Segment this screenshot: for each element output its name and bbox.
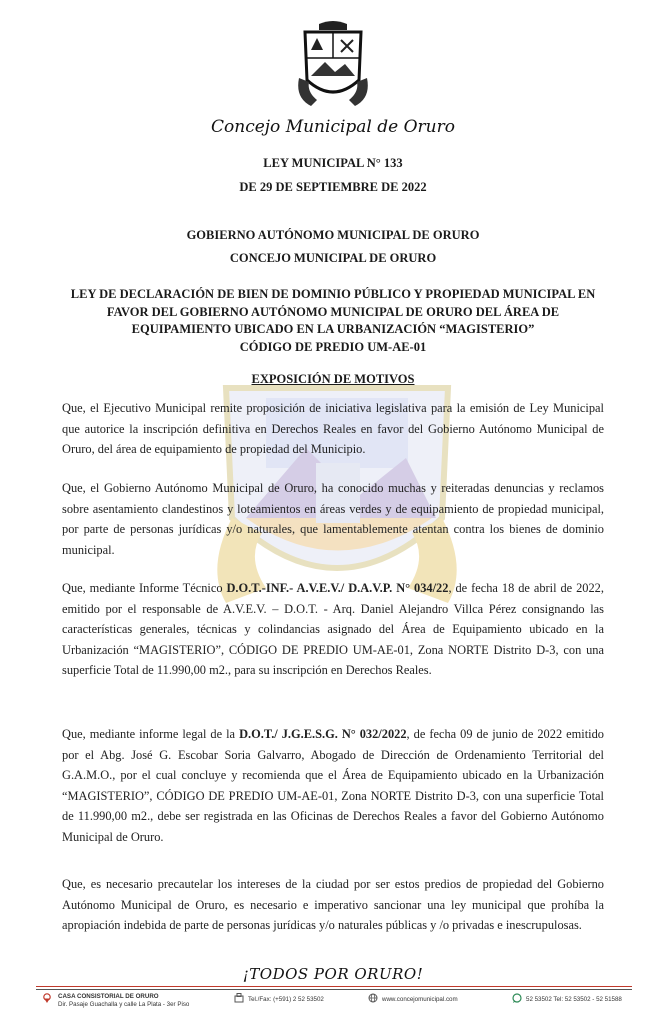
law-title-line: LEY DE DECLARACIÓN DE BIEN DE DOMINIO PÚBLICO Y PROPIEDAD MUNICIPAL EN (70, 287, 596, 301)
footer-divider (36, 986, 632, 987)
paragraph (62, 724, 604, 847)
law-title (66, 286, 600, 356)
whatsapp-icon (512, 993, 522, 1003)
city-crest-logo (297, 20, 369, 110)
law-number: LEY MUNICIPAL N° 133 (263, 156, 403, 170)
phone-numbers: 52 53502 Tel: 52 53502 - 52 51588 (526, 996, 622, 1003)
government-name: GOBIERNO AUTÓNOMO MUNICIPAL DE ORURO (186, 228, 480, 242)
location-pin-icon (42, 993, 52, 1003)
address-title: CASA CONSISTORIAL DE ORURO (58, 993, 159, 1000)
paragraph: Que, el Ejecutivo Municipal remite proposición de iniciativa legislativa para la emisión de Ley Municipal que autorice la inscripción definitiva en Derechos Reales en favor del Gobierno Autónomo Municipal de Oruro, del área de equipamiento de propiedad del Municipio. (62, 401, 604, 456)
footer-divider (36, 989, 632, 990)
paragraph: Que, es necesario precautelar los intereses de la ciudad por ser estos predios de propiedad del Gobierno Autónomo Municipal de Oruro, es necesario e imperativo sancionar una ley municipal que prohíba la apropiación indebida de parte de personas jurídicas y/o naturales públicas y /o privadas e inescrupulosas. (62, 877, 604, 932)
globe-icon (368, 993, 378, 1003)
law-title-line: CÓDIGO DE PREDIO UM-AE-01 (239, 339, 427, 354)
paragraph-text: Que, mediante Informe Técnico (62, 581, 227, 595)
footer-slogan: ¡TODOS POR ORURO! (242, 965, 424, 983)
paragraph-text: Que, mediante informe legal de la (62, 727, 240, 741)
paragraph (62, 578, 604, 681)
paragraph-text: , de fecha 09 de junio de 2022 emitido por el Abg. José G. Escobar Soria Galvarro, Abogado de Dirección de Ordenamiento Territorial del G.A.M.O., por el cual concluye y recomienda que el Área de Equipamiento ubicado en la Urbanización “MAGISTERIO”, CÓDIGO DE PREDIO UM-AE-01, Zona NORTE Distrito D-3, con una superficie Total de 11.990,00 m2., debe ser registrada en las Oficinas de Derechos Reales a favor del Gobierno Autónomo Municipal de Oruro. (62, 727, 604, 844)
law-date: DE 29 DE SEPTIEMBRE DE 2022 (239, 180, 427, 194)
fax-icon (234, 993, 244, 1003)
council-name: Concejo Municipal de Oruro (211, 117, 455, 137)
website: www.concejomunicipal.com (382, 996, 458, 1003)
paragraph-text: , de fecha 18 de abril de 2022, emitido por el responsable de A.V.E.V. – D.O.T. - Arq. Daniel Alejandro Villca Pérez consignando las características generales, técnicas y colindancias asignado del Área de Equipamiento ubicado en la Urbanización “MAGISTERIO”, CÓDIGO DE PREDIO UM-AE-01, Zona NORTE Distrito D-3, con una superficie Total de 11.990,00 m2., para su inscripción en Derechos Reales. (62, 581, 604, 677)
legal-report-reference: D.O.T./ J.G.E.S.G. N° 032/2022 (239, 727, 407, 741)
paragraph: Que, el Gobierno Autónomo Municipal de Oruro, ha conocido muchas y reiteradas denuncias y reclamos sobre asentamiento clandestinos y loteamientos en áreas verdes y de equipamiento de propiedad municipal, por parte de personas jurídicas y/o naturales, que lamentablemente atentan contra los bienes de dominio municipal. (62, 481, 604, 557)
footer (36, 993, 636, 1015)
council-heading: CONCEJO MUNICIPAL DE ORURO (229, 251, 437, 265)
report-reference: D.O.T.-INF.- A.V.E.V./ D.A.V.P. N° 034/22 (226, 581, 449, 595)
phone-fax: Tel./Fax: (+591) 2 52 53502 (248, 996, 324, 1003)
section-heading: EXPOSICIÓN DE MOTIVOS (251, 372, 415, 386)
law-title-line: FAVOR DEL GOBIERNO AUTÓNOMO MUNICIPAL DE ORURO DEL ÁREA DE (106, 304, 560, 319)
address-line: Dir. Pasaje Guachalla y calle La Plata - 3er Piso (58, 1001, 190, 1008)
law-title-line: EQUIPAMIENTO UBICADO EN LA URBANIZACIÓN “MAGISTERIO” (131, 322, 535, 336)
